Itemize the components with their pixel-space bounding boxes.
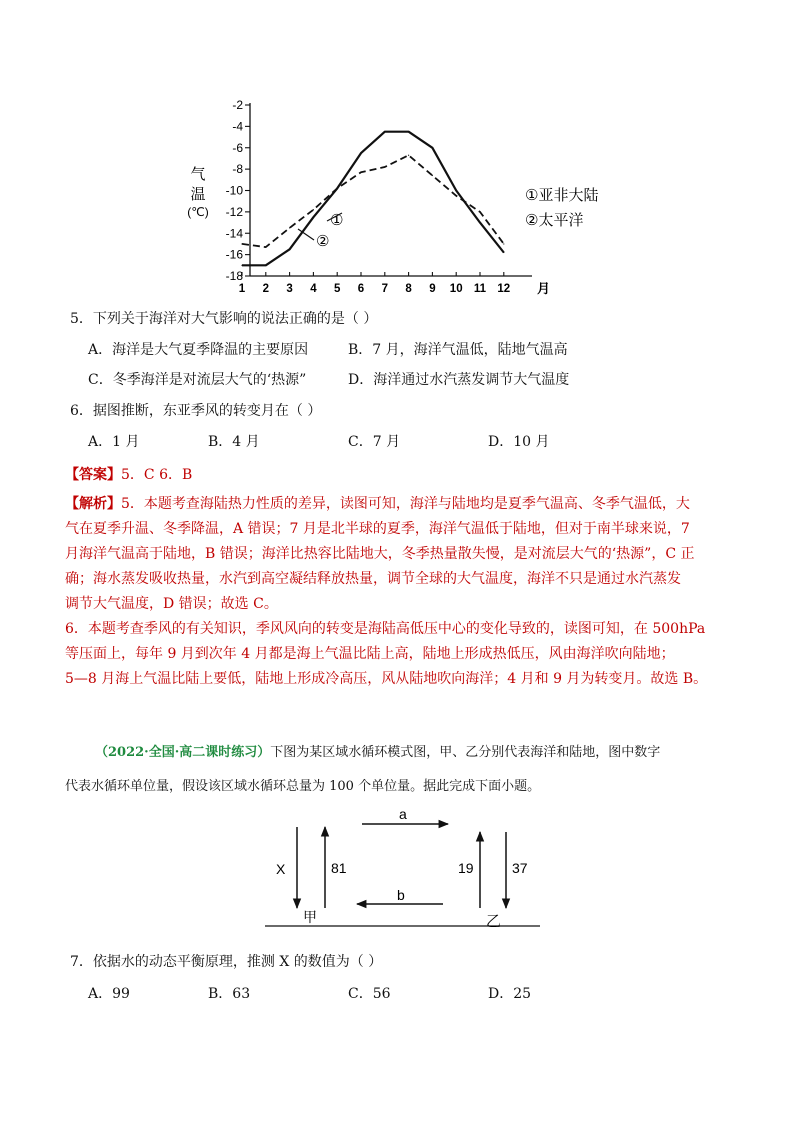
x-tick-label: 7 <box>381 283 389 295</box>
chart-axes <box>242 103 532 276</box>
series-point <box>265 265 266 266</box>
y-tick-labels <box>226 98 244 283</box>
analysis-tag: 【解析】 <box>65 496 121 512</box>
series-point <box>432 175 433 176</box>
x-tick-label: 1 <box>238 283 246 295</box>
series-point <box>360 172 361 173</box>
q6-option-d[interactable]: D．10 月 <box>488 434 550 450</box>
y-tick-label: -2 <box>232 98 243 112</box>
x-tick-label: 3 <box>286 283 293 295</box>
intro-line-2: 代表水循环单位量，假设该区域水循环总量为 100 个单位量。据此完成下面小题。 <box>65 779 541 794</box>
analysis-line: 等压面上，每年 9 月到次年 4 月都是海上气温比陆上高，陆地上形成热低压，风由海洋吹向陆地； <box>65 646 675 662</box>
series-point <box>360 152 361 153</box>
x-tick-label: 2 <box>262 283 270 295</box>
label-a: a <box>399 806 407 822</box>
analysis-line: 月海洋气温高于陆地，B 错误；海洋比热容比陆地大，冬季热量散失慢，是对流层大气的‘热源”，C 正 <box>65 546 695 562</box>
series-1-marker: ① <box>330 212 344 229</box>
q7-option-d[interactable]: D．25 <box>488 986 532 1002</box>
water-cycle-diagram <box>255 805 555 930</box>
label-jia: 甲 <box>303 909 317 925</box>
series-2-marker: ② <box>316 233 330 250</box>
y-tick-label: -10 <box>225 183 243 198</box>
y-tick-label: -8 <box>232 162 243 177</box>
x-tick-label: 9 <box>429 283 436 295</box>
label-yi: 乙 <box>486 913 502 930</box>
x-axis-unit: 月 <box>537 281 551 296</box>
q6-option-b[interactable]: B．4 月 <box>208 434 260 450</box>
y-tick-label: -6 <box>232 140 243 155</box>
q5-option-a[interactable]: A．海洋是大气夏季降温的主要原因 <box>88 342 309 358</box>
y-tick-label: -12 <box>225 204 243 219</box>
q5-option-d[interactable]: D．海洋通过水汽蒸发调节大气温度 <box>348 372 570 388</box>
series-point <box>384 131 385 132</box>
q7-option-b[interactable]: B．63 <box>208 986 251 1002</box>
x-tick-label: 4 <box>310 283 317 295</box>
analysis-line: 调节大气温度，D 错误；故选 C。 <box>65 596 278 612</box>
q5-option-b[interactable]: B．7 月，海洋气温低，陆地气温高 <box>348 342 568 358</box>
label-19: 19 <box>458 860 474 876</box>
q6-option-a[interactable]: A．1 月 <box>88 434 140 450</box>
y-axis-label-1: 气 <box>190 166 206 183</box>
x-tick-label: 12 <box>497 283 511 295</box>
series-point <box>241 265 242 266</box>
series-line-ocean <box>242 155 504 247</box>
series-point <box>337 188 338 189</box>
question-6-stem: 6．据图推断，东亚季风的转变月在（ ） <box>70 403 322 419</box>
label-37: 37 <box>512 860 528 876</box>
analysis-text: 5．本题考查海陆热力性质的差异，读图可知，海洋与陆地均是夏季气温高、冬季气温低，大 <box>121 496 690 512</box>
x-tick-label: 6 <box>357 283 365 295</box>
series-point <box>503 252 504 253</box>
series-point <box>479 222 480 223</box>
q6-option-c[interactable]: C．7 月 <box>348 434 401 450</box>
analysis-line: 6．本题考查季风的有关知识，季风风向的转变是海陆高低压中心的变化导致的，读图可知，在 500hPa <box>65 621 706 637</box>
chart-series <box>241 131 504 266</box>
series-point <box>241 243 242 244</box>
series-point <box>289 249 290 250</box>
analysis-block <box>65 492 735 692</box>
legend-continent: ①亚非大陆 <box>525 187 599 204</box>
analysis-line: 5—8 月海上气温比陆上要低，陆地上形成冷高压，风从陆地吹向海洋；4 月和 9 月为转变月。故选 B。 <box>65 671 708 687</box>
answer-line <box>65 465 192 485</box>
y-tick-label: -14 <box>225 226 243 241</box>
series-point <box>408 155 409 156</box>
analysis-line: 气在夏季升温、冬季降温，A 错误；7 月是北半球的夏季，海洋气温低于陆地，但对于南半球来说，7 <box>65 521 690 537</box>
intro-source: （2022·全国·高二课时练习） <box>95 745 271 760</box>
x-tick-label: 11 <box>473 283 487 295</box>
y-axis-unit: (℃) <box>187 205 209 219</box>
x-tick-label: 8 <box>405 283 412 295</box>
series-point <box>289 227 290 228</box>
series-point <box>479 211 480 212</box>
series-line-continent <box>242 132 504 266</box>
answer-tag: 【答案】 <box>65 467 121 483</box>
label-81: 81 <box>331 860 347 876</box>
temperature-chart <box>170 95 620 300</box>
series-point <box>456 190 457 191</box>
series-point <box>313 209 314 210</box>
analysis-line <box>65 492 735 517</box>
series-point <box>503 243 504 244</box>
q7-option-c[interactable]: C．56 <box>348 986 391 1002</box>
intro-text-1: 下图为某区域水循环模式图，甲、乙分别代表海洋和陆地，图中数字 <box>270 745 661 760</box>
legend-ocean: ②太平洋 <box>525 212 584 229</box>
answer-text: 5．C 6．B <box>121 467 193 483</box>
intro-line-1 <box>95 743 660 763</box>
q7-option-a[interactable]: A．99 <box>88 986 130 1002</box>
q5-option-c[interactable]: C．冬季海洋是对流层大气的‘热源” <box>88 372 307 388</box>
series-point <box>384 166 385 167</box>
x-tick-label: 5 <box>333 283 341 295</box>
x-tick-labels <box>239 283 510 295</box>
y-axis-label-2: 温 <box>190 186 206 203</box>
question-5-stem: 5．下列关于海洋对大气影响的说法正确的是（ ） <box>70 311 378 327</box>
series-point <box>456 195 457 196</box>
y-tick-label: -4 <box>232 119 243 134</box>
x-tick-label: 10 <box>449 283 463 295</box>
series-point <box>313 217 314 218</box>
series-point <box>432 147 433 148</box>
question-7-stem: 7．依据水的动态平衡原理，推测 X 的数值为（ ） <box>70 954 383 970</box>
analysis-line: 确；海水蒸发吸收热量，水汽到高空凝结释放热量，调节全球的大气温度，海洋不只是通过水汽蒸发 <box>65 571 681 587</box>
label-x: X <box>276 861 286 877</box>
label-b: b <box>397 887 405 903</box>
y-tick-label: -18 <box>225 269 243 283</box>
series-point <box>265 247 266 248</box>
series-point <box>408 131 409 132</box>
y-tick-label: -16 <box>225 247 243 262</box>
